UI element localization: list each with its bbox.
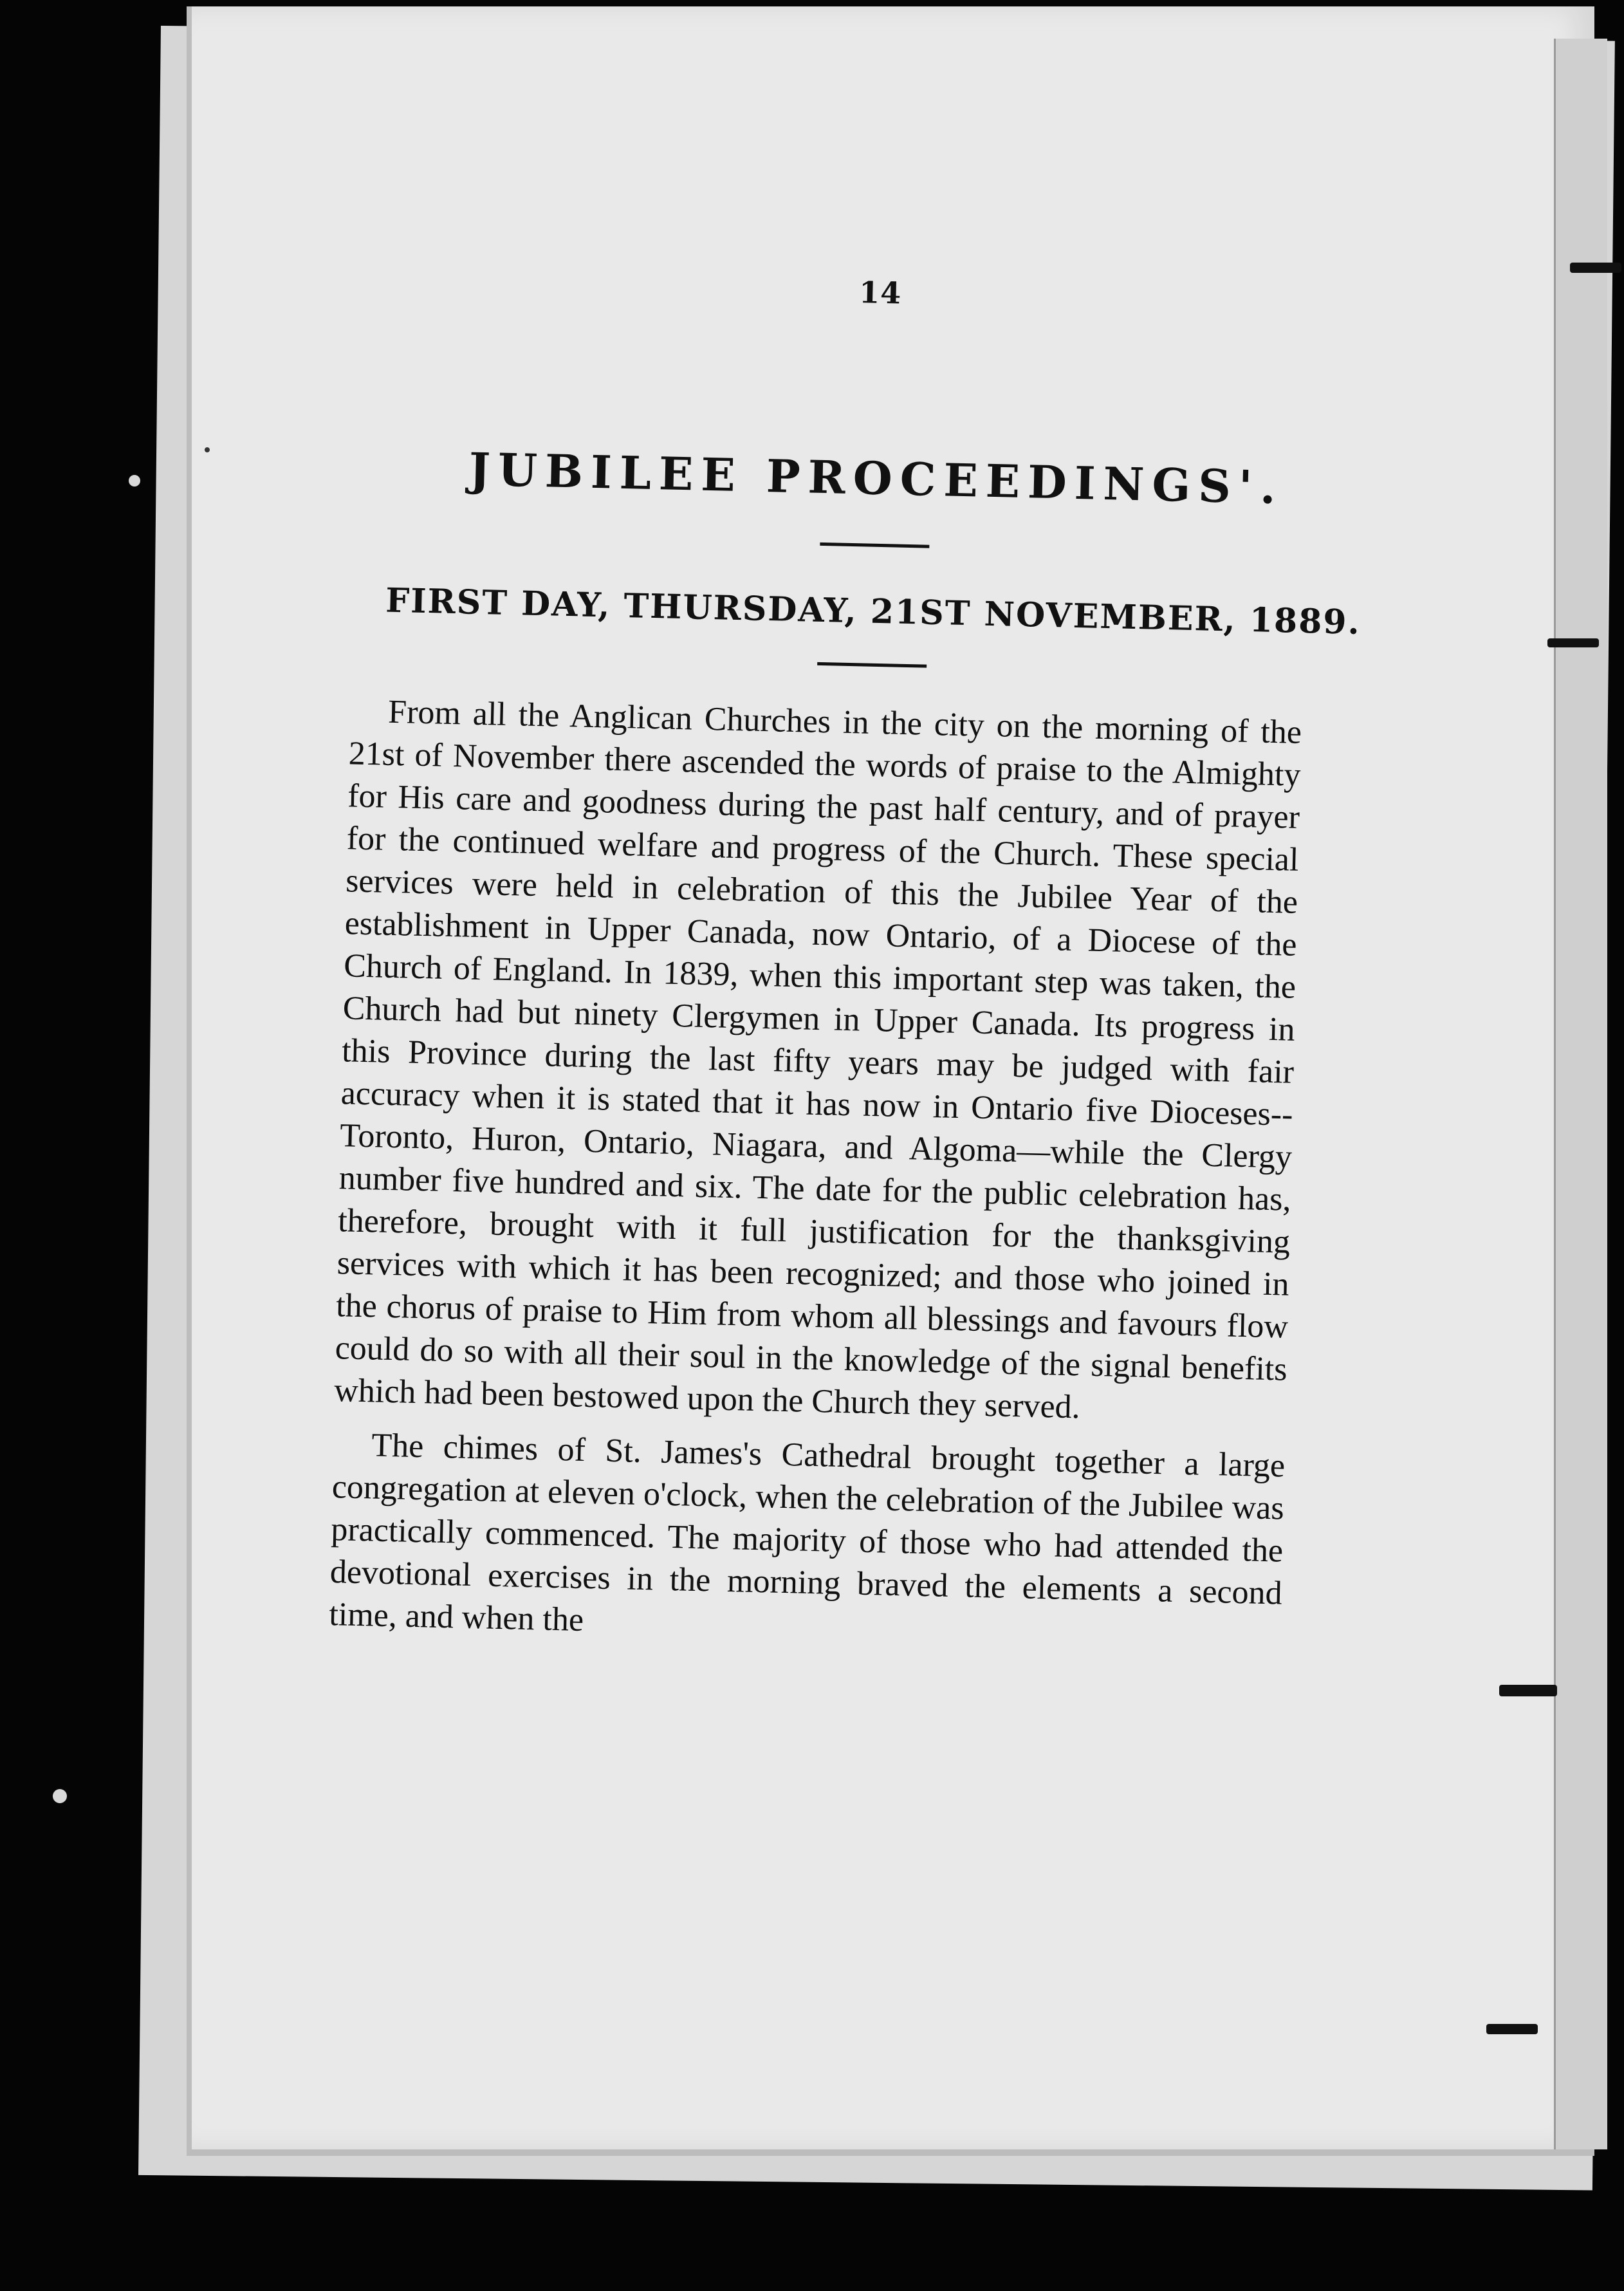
- paragraph: The chimes of St. James's Cathedral brought together a large congregation at eleven o'clock, when the celebration of the Jubilee was practically commenced. The majority of those who had attended the devotional exercises in the morning braved the elements a second time, and when the: [328, 1427, 1286, 1638]
- title-rule: [820, 543, 929, 548]
- section-subtitle: FIRST DAY, THURSDAY, 21ST NOVEMBER, 1889.: [385, 580, 1361, 642]
- page-number: 14: [858, 275, 902, 311]
- dust-speck: [53, 1789, 67, 1803]
- page-title: JUBILEE PROCEEDINGS'.: [468, 442, 1284, 515]
- binding-clip-top: [1570, 263, 1621, 273]
- binding-clip-upper: [1547, 638, 1599, 647]
- paragraph: From all the Anglican Churches in the city on the morning of the 21st of November there ascended the words of praise to the Almighty for His care and goodness during the past half century, and of prayer for the continued welfare and progress of the Church. These special services were held in celebration of this the Jubilee Year of the establishment in Upper Canada, now Ontario, of a Diocese of the Church of England. In 1839, when this important step was taken, the Church had but ninety Clergymen in Upper Canada. Its progress in this Province during the last fifty years may be judged with fair accuracy when it is stated that it has now in Ontario five Dioceses--Toronto, Huron, Ontario, Niagara, and Algoma—while the Clergy number five hundred and six. The date for the public celebration has, therefore, brought with it full justification for the thanksgiving services with which it has been recognized; and those who joined in the chorus of praise to Him from whom all blessings and favours flow could do so with all their soul in the knowledge of the signal benefits which had been bestowed upon the Church they served.: [333, 693, 1302, 1426]
- page-content: [328, 238, 1389, 1671]
- binding-clip-bottom: [1486, 2024, 1538, 2034]
- binding-clip-lower: [1499, 1685, 1557, 1696]
- dust-speck: [129, 475, 140, 487]
- page-edge: [1554, 39, 1607, 2149]
- body-text: [329, 690, 1302, 1657]
- dust-speck: [205, 447, 210, 452]
- subtitle-rule: [817, 662, 927, 668]
